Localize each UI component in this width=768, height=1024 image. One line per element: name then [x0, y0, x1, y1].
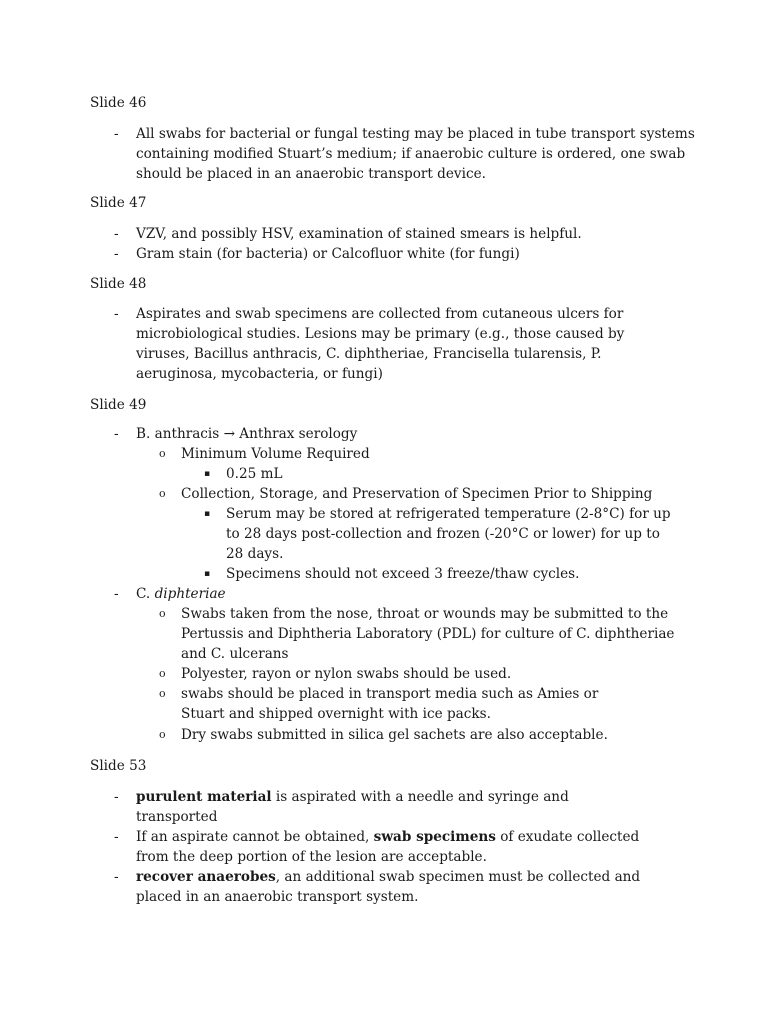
- bullet-dash: -: [114, 246, 119, 262]
- slide-47-bullet-2: Gram stain (for bacteria) or Calcofluor white (for fungi): [136, 246, 520, 262]
- slide-47-bullet-1: VZV, and possibly HSV, examination of stained smears is helpful.: [136, 226, 582, 242]
- bullet-dash: -: [114, 226, 119, 242]
- bullet-ring: o: [159, 667, 166, 680]
- slide-48-bullet-1: Aspirates and swab specimens are collected from cutaneous ulcers for microbiological studies. Lesions may be primary (e.g., those caused by viruses, Bacillus anthracis, C. diphtheriae, Francisella tularensis, P. aeruginosa, mycobacteria, or fungi): [136, 306, 625, 382]
- slide-49-sub-1: Minimum Volume Required: [181, 446, 370, 462]
- bullet-ring: o: [159, 447, 166, 460]
- arrow-right-icon: →: [223, 426, 235, 442]
- bullet-text: is aspirated with a needle and syringe and transported: [136, 789, 569, 825]
- bullet-dash: -: [114, 586, 119, 602]
- bullet-square: ▪: [204, 509, 211, 519]
- bullet-dash: -: [114, 126, 119, 142]
- slide-49-sub-5: swabs should be placed in transport media such as Amies or Stuart and shipped overnight with ice packs.: [181, 686, 599, 722]
- bullet-dash: -: [114, 869, 119, 885]
- bullet-ring: o: [159, 687, 166, 700]
- bold-term: swab specimens: [373, 829, 496, 845]
- slide-49-sub-3: Swabs taken from the nose, throat or wounds may be submitted to the Pertussis and Diphtheria Laboratory (PDL) for culture of C. diphtheriae and C. ulcerans: [181, 606, 675, 662]
- slide-46-heading: Slide 46: [90, 95, 147, 111]
- slide-48-heading: Slide 48: [90, 276, 147, 292]
- bullet-text: of exudate collected from the deep portion of the lesion are acceptable.: [136, 829, 640, 865]
- bullet-ring: o: [159, 728, 166, 741]
- bold-term: purulent material: [136, 789, 272, 805]
- bullet-square: ▪: [204, 469, 211, 479]
- bullet-text: , an additional swab specimen must be collected and placed in an anaerobic transport system.: [136, 869, 641, 905]
- bold-term: recover anaerobes: [136, 869, 276, 885]
- slide-46-bullet-1: All swabs for bacterial or fungal testing may be placed in tube transport systems containing modified Stuart’s medium; if anaerobic culture is ordered, one swab should be placed in an anaerobic transport device.: [136, 126, 695, 182]
- slide-49-heading: Slide 49: [90, 397, 147, 413]
- slide-49-bullet-2: [136, 584, 696, 604]
- bullet-dash: -: [114, 789, 119, 805]
- organism-label: B. anthracis: [136, 426, 220, 442]
- organism-prefix: C.: [136, 586, 151, 602]
- bullet-dash: -: [114, 306, 119, 322]
- organism-name-italic: diphteriae: [154, 586, 226, 602]
- bullet-ring: o: [159, 487, 166, 500]
- slide-53-heading: Slide 53: [90, 758, 147, 774]
- bullet-ring: o: [159, 607, 166, 620]
- slide-53-bullet-1: [136, 787, 616, 827]
- slide-49-sub-2: Collection, Storage, and Preservation of Specimen Prior to Shipping: [181, 486, 653, 502]
- slide-49-bullet-1: [136, 424, 696, 444]
- slide-49-sub-2-item-2: Specimens should not exceed 3 freeze/thaw cycles.: [226, 566, 580, 582]
- bullet-dash: -: [114, 829, 119, 845]
- bullet-text: If an aspirate cannot be obtained,: [136, 829, 374, 845]
- test-label: Anthrax serology: [239, 426, 358, 442]
- slide-49-sub-1-item-1: 0.25 mL: [226, 466, 283, 482]
- bullet-square: ▪: [204, 569, 211, 579]
- slide-49-sub-4: Polyester, rayon or nylon swabs should be used.: [181, 666, 512, 682]
- slide-47-heading: Slide 47: [90, 195, 147, 211]
- slide-53-bullet-2: [136, 827, 676, 867]
- slide-53-bullet-3: [136, 867, 681, 907]
- slide-49-sub-2-item-1: Serum may be stored at refrigerated temperature (2-8°C) for up to 28 days post-collection and frozen (-20°C or lower) for up to 28 days.: [226, 506, 671, 562]
- slide-49-sub-6: Dry swabs submitted in silica gel sachets are also acceptable.: [181, 727, 608, 743]
- bullet-dash: -: [114, 426, 119, 442]
